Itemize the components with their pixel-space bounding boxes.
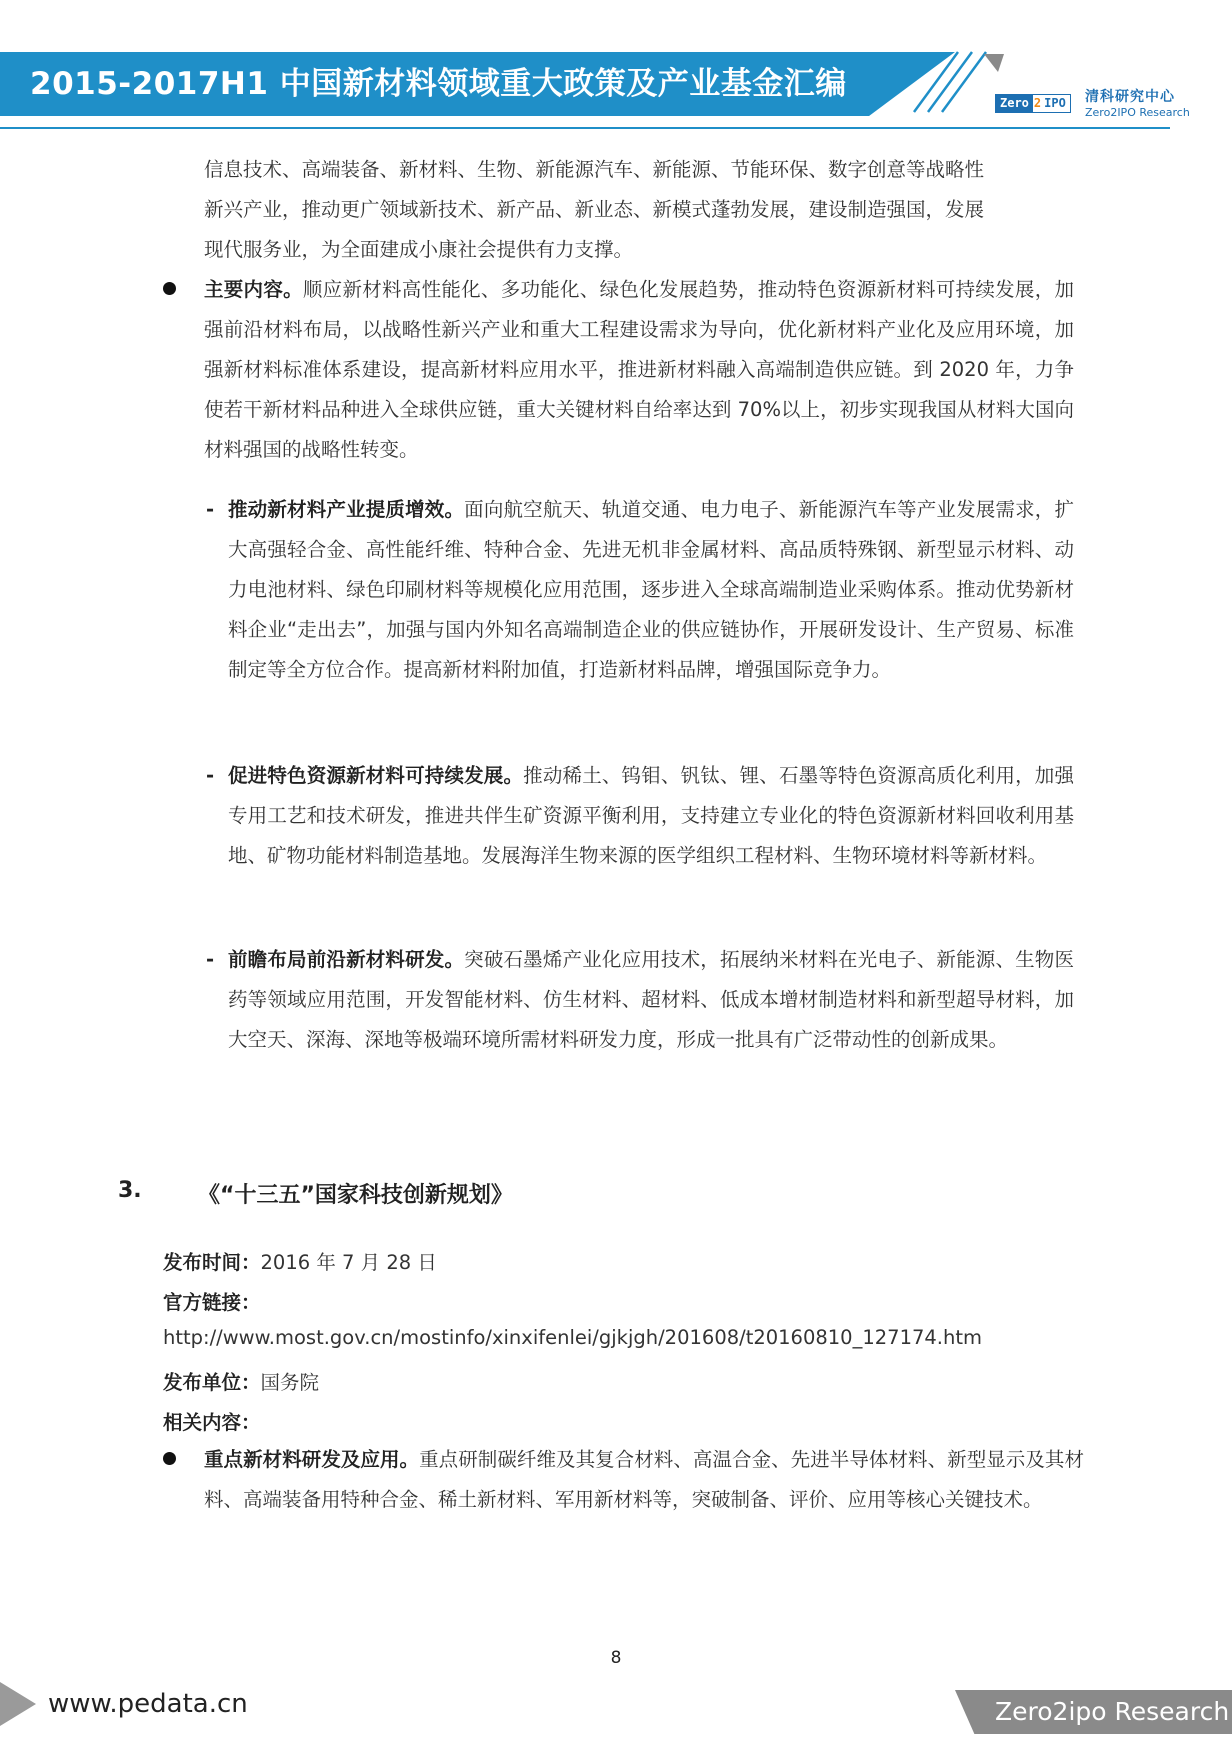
bullet-icon (163, 282, 176, 295)
publish-date-label: 发布时间： (163, 1251, 261, 1274)
sub-item (206, 940, 1074, 1060)
sub-item-label: 促进特色资源新材料可持续发展。 (228, 764, 524, 787)
sub-item (206, 490, 1074, 690)
key-materials-text: 重点研制碳纤维及其复合材料、高温合金、先进半导体材料、新型显示及其材料、高端装备用特种合金、稀土新材料、军用新材料等，突破制备、评价、应用等核心关键技术。 (204, 1448, 1084, 1511)
footer-arrow-icon (0, 1682, 40, 1726)
sub-item (206, 756, 1074, 876)
official-link-row (163, 1288, 261, 1318)
publisher-row (163, 1368, 319, 1398)
related-content-row (163, 1408, 261, 1438)
publisher-label: 发布单位： (163, 1371, 261, 1394)
publisher-value: 国务院 (260, 1371, 320, 1394)
main-content-paragraph (204, 270, 1074, 470)
sub-item-text: 面向航空航天、轨道交通、电力电子、新能源汽车等产业发展需求，扩大高强轻合金、高性能纤维、特种合金、先进无机非金属材料、高品质特殊钢、新型显示材料、动力电池材料、绿色印刷材料等规模化应用范围，逐步进入全球高端制造业采购体系。推动优势新材料企业“走出去”，加强与国内外知名高端制造企业的供应链协作，开展研发设计、生产贸易、标准制定等全方位合作。提高新材料附加值，打造新材料品牌，增强国际竞争力。 (228, 498, 1074, 681)
header-stripe-decoration (900, 48, 1010, 120)
dash-marker: - (206, 498, 215, 521)
document-title: 2015-2017H1 中国新材料领域重大政策及产业基金汇编 (30, 66, 847, 102)
page-number: 8 (610, 1648, 622, 1668)
zero2ipo-logo: Zero 2 IPO (995, 94, 1071, 113)
footer-website[interactable]: www.pedata.cn (48, 1689, 248, 1719)
sub-item-text: 推动稀土、钨钼、钒钛、锂、石墨等特色资源高质化利用，加强专用工艺和技术研发，推进共伴生矿资源平衡利用，支持建立专业化的特色资源新材料回收利用基地、矿物功能材料制造基地。发展海洋生物来源的医学组织工程材料、生物环境材料等新材料。 (228, 764, 1074, 867)
logo-english-name: Zero2IPO Research (1085, 106, 1190, 119)
header-divider (0, 127, 1170, 129)
intro-line: 现代服务业，为全面建成小康社会提供有力支撑。 (204, 238, 634, 261)
official-link-url[interactable]: http://www.most.gov.cn/mostinfo/xinxifenlei/gjkjgh/201608/t20160810_127174.htm (163, 1326, 982, 1349)
sub-item-label: 前瞻布局前沿新材料研发。 (228, 948, 465, 971)
main-content-text: 顺应新材料高性能化、多功能化、绿色化发展趋势，推动特色资源新材料可持续发展，加强前沿材料布局，以战略性新兴产业和重大工程建设需求为导向，优化新材料产业化及应用环境，加强新材料标准体系建设，提高新材料应用水平，推进新材料融入高端制造供应链。到 2020 年，力争使若干新材料品种进入全球供应链，重大关键材料自给率达到 70%以上，初步实现我国从材料大国向材料强国的战略性转变。 (204, 278, 1074, 461)
intro-paragraph (204, 150, 1074, 270)
official-link-label: 官方链接： (163, 1291, 261, 1314)
publish-date-value: 2016 年 7 月 28 日 (260, 1251, 437, 1274)
section-number: 3. (118, 1178, 142, 1203)
main-content-label: 主要内容。 (204, 278, 303, 301)
intro-line: 信息技术、高端装备、新材料、生物、新能源汽车、新能源、节能环保、数字创意等战略性 (204, 158, 985, 181)
sub-item-text: 突破石墨烯产业化应用技术，拓展纳米材料在光电子、新能源、生物医药等领域应用范围，开发智能材料、仿生材料、超材料、低成本增材制造材料和新型超导材料，加大空天、深海、深地等极端环境所需材料研发力度，形成一批具有广泛带动性的创新成果。 (228, 948, 1074, 1051)
dash-marker: - (206, 764, 215, 787)
related-content-label: 相关内容： (163, 1411, 261, 1434)
dash-marker: - (206, 948, 215, 971)
logo-chinese-name: 清科研究中心 (1085, 89, 1175, 105)
footer-brand-text: Zero2ipo Research (995, 1697, 1230, 1726)
publish-date-row (163, 1248, 437, 1278)
section-title: 《“十三五”国家科技创新规划》 (198, 1183, 513, 1208)
sub-item-label: 推动新材料产业提质增效。 (228, 498, 465, 521)
key-materials-label: 重点新材料研发及应用。 (204, 1448, 420, 1471)
key-materials-paragraph (204, 1440, 1084, 1520)
bullet-icon (163, 1452, 176, 1465)
intro-line: 新兴产业，推动更广领域新技术、新产品、新业态、新模式蓬勃发展，建设制造强国，发展 (204, 198, 985, 221)
